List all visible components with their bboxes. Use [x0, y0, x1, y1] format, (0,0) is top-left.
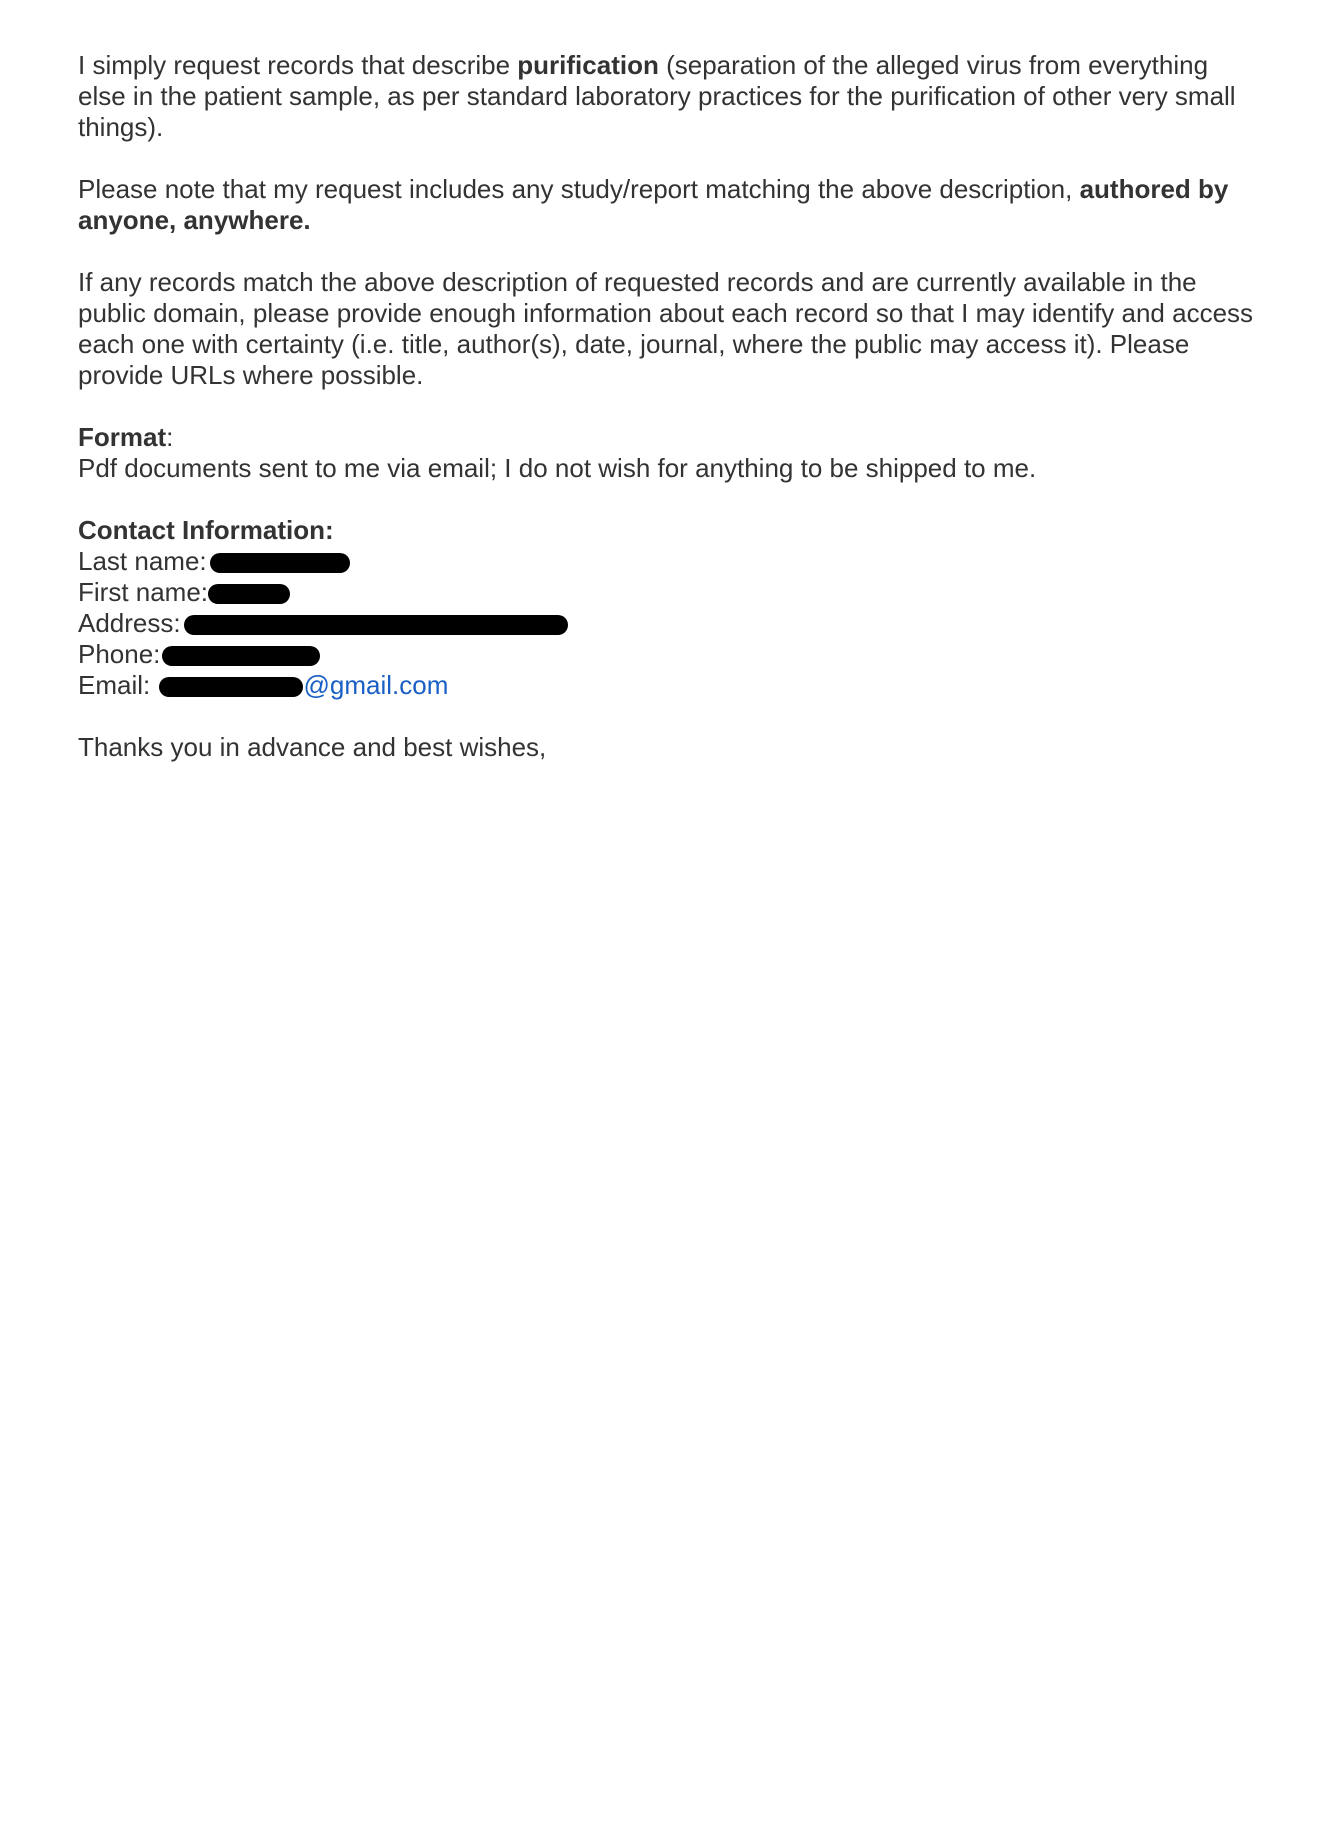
paragraph-purification: I simply request records that describe purification (separation of the alleged virus from everything else in the patient sample, as per standard laboratory practices for the purification of other very small things).: [78, 50, 1236, 142]
address-row: Address:: [78, 608, 1258, 639]
document-page: [78, 50, 1258, 794]
email-link[interactable]: @gmail.com: [303, 670, 449, 700]
redaction-bar: [210, 553, 350, 573]
redaction-bar: [184, 615, 568, 635]
paragraph-authorship: Please note that my request includes any study/report matching the above description, authored by anyone, anywhere.: [78, 174, 1229, 235]
phone-row: Phone:: [78, 639, 1258, 670]
last-name-row: Last name:: [78, 546, 1258, 577]
format-heading: Format: [78, 422, 167, 452]
contact-heading: Contact Information:: [78, 515, 334, 545]
format-text: Pdf documents sent to me via email; I do not wish for anything to be shipped to me.: [78, 453, 1037, 483]
first-name-row: First name:: [78, 577, 1258, 608]
email-row: Email: @gmail.com: [78, 670, 449, 700]
redaction-bar: [208, 584, 290, 604]
contact-section: [78, 515, 1258, 701]
closing-line: Thanks you in advance and best wishes,: [78, 732, 547, 762]
redaction-bar: [162, 646, 320, 666]
paragraph-public-domain: If any records match the above description of requested records and are currently available in the public domain, please provide enough information about each record so that I may identify and access each one with certainty (i.e. title, author(s), date, journal, where the public may access it). Please provide URLs where possible.: [78, 267, 1254, 390]
purification-bold: purification: [517, 50, 659, 80]
format-section: Format: Pdf documents sent to me via email; I do not wish for anything to be shipped to me.: [78, 422, 1258, 484]
redaction-bar: [159, 677, 303, 697]
authored-bold: authored by anyone, anywhere.: [78, 174, 1229, 235]
